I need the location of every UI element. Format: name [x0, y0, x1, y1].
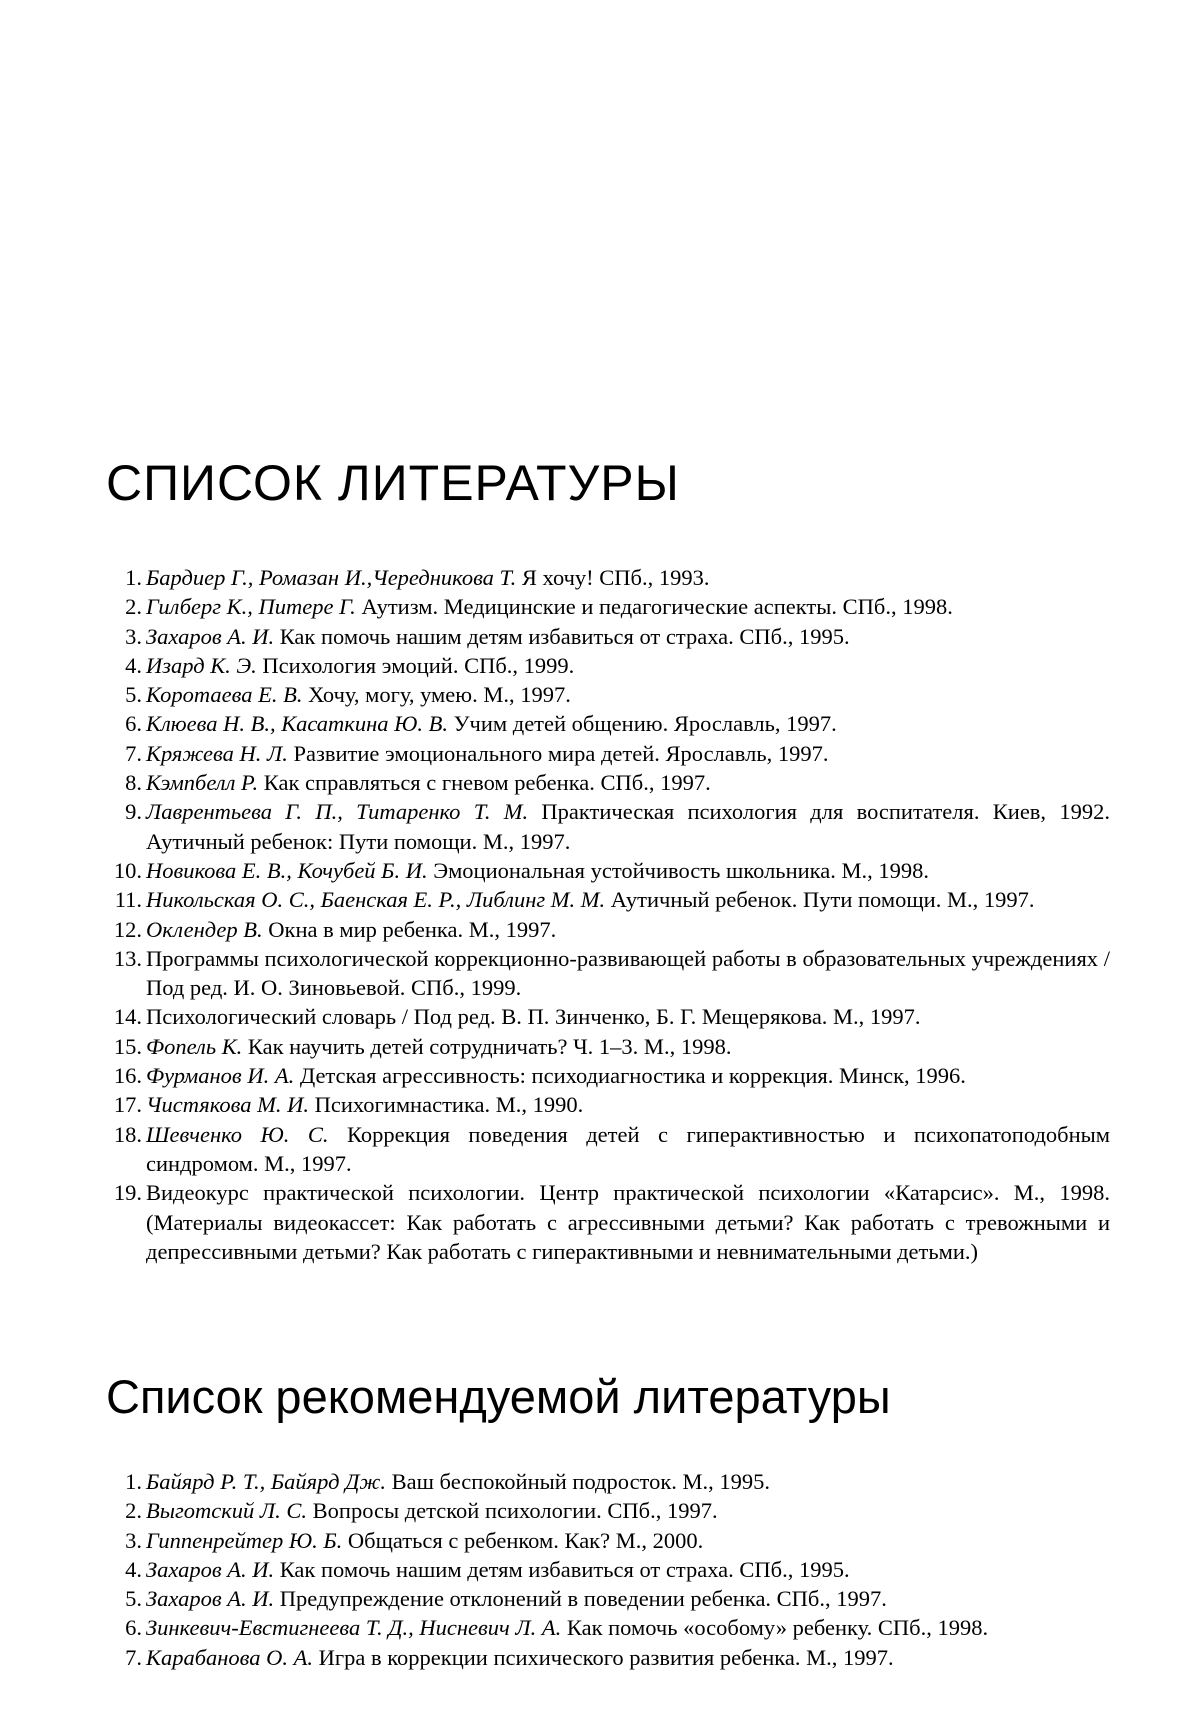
reference-number: 6. — [125, 711, 142, 737]
reference-item — [100, 1120, 1110, 1179]
reference-item — [100, 1178, 1110, 1266]
reference-text: Хочу, могу, умею. М., 1997. — [302, 682, 571, 708]
reference-item — [100, 885, 1110, 914]
reference-text: Детская агрессивность: психодиагностика и коррекция. Минск, 1996. — [294, 1063, 966, 1089]
reference-item — [100, 709, 1110, 738]
reference-number: 16. — [113, 1063, 142, 1089]
reference-item — [100, 1002, 1110, 1031]
reference-number: 2. — [125, 594, 142, 620]
reference-item — [100, 1613, 1110, 1642]
reference-text: Как помочь нашим детям избавиться от страха. СПб., 1995. — [274, 1556, 850, 1582]
reference-number: 3. — [125, 623, 142, 649]
reference-author: Чистякова М. И. — [146, 1092, 309, 1118]
reference-text: Развитие эмоционального мира детей. Ярославль, 1997. — [287, 740, 829, 766]
reference-text: Психология эмоций. СПб., 1999. — [256, 652, 575, 678]
reference-text: Коррекция поведения детей с гиперактивностью и психопатоподобным синдромом. М., 1997. — [146, 1121, 1110, 1176]
reference-number: 5. — [125, 1586, 142, 1612]
reference-author: Захаров А. И. — [146, 1556, 275, 1582]
reference-text: Я хочу! СПб., 1993. — [516, 565, 710, 590]
reference-text: Практическая психология для воспитателя. Киев, 1992. Аутичный ребенок: Пути помощи. М., 1997. — [146, 799, 1110, 854]
reference-item — [100, 739, 1110, 768]
reference-author: Изард К. Э. — [146, 652, 257, 678]
reference-number: 19. — [113, 1180, 142, 1206]
bibliography-heading: СПИСОК ЛИТЕРАТУРЫ — [106, 455, 680, 511]
reference-item — [100, 1496, 1110, 1525]
reference-number: 6. — [125, 1615, 142, 1641]
reference-item — [100, 592, 1110, 621]
reference-number: 11. — [114, 887, 142, 913]
reference-author: Шевченко Ю. С. — [146, 1121, 329, 1147]
reference-item — [100, 1467, 1110, 1496]
reference-text: Как научить детей сотрудничать? Ч. 1–3. М., 1998. — [242, 1033, 732, 1059]
reference-text: Аутизм. Медицинские и педагогические аспекты. СПб., 1998. — [355, 594, 953, 620]
reference-item — [100, 768, 1110, 797]
reference-number: 4. — [125, 1556, 142, 1582]
reference-author: Захаров А. И. — [146, 623, 275, 649]
reference-number: 7. — [125, 740, 142, 766]
reference-text: Учим детей общению. Ярославль, 1997. — [447, 711, 837, 737]
bibliography-list — [100, 563, 1110, 1266]
reference-number: 4. — [125, 652, 142, 678]
reference-number: 5. — [125, 682, 142, 708]
reference-number: 13. — [113, 945, 142, 971]
recommended-reading-list — [100, 1467, 1110, 1672]
reference-text: Как помочь нашим детям избавиться от страха. СПб., 1995. — [274, 623, 850, 649]
reference-text: Окна в мир ребенка. М., 1997. — [262, 916, 557, 942]
reference-number: 1. — [125, 565, 142, 590]
reference-item — [100, 944, 1110, 1003]
reference-author: Никольская О. С., Баенская Е. Р., Либлинг М. М. — [146, 887, 606, 913]
reference-item — [100, 1032, 1110, 1061]
reference-text: Аутичный ребенок. Пути помощи. М., 1997. — [605, 887, 1035, 913]
reference-text: Программы психологической коррекционно-развивающей работы в образовательных учреждениях / Под ред. И. О. Зиновьевой. СПб., 1999. — [146, 945, 1110, 1001]
reference-text: Видеокурс практической психологии. Центр практической психологии «Катарсис». М., 1998. (Материалы видеокассет: Как работать с агрессивными детьми? Как работать с тревожными и депрессивными детьми? Как работать с гиперактивными и невнимательными детьми.) — [146, 1180, 1110, 1264]
reference-text: Как помочь «особому» ребенку. СПб., 1998. — [561, 1615, 989, 1641]
reference-number: 15. — [113, 1033, 142, 1059]
reference-number: 9. — [125, 799, 142, 825]
reference-text: Как справляться с гневом ребенка. СПб., 1997. — [258, 770, 711, 796]
reference-author: Клюева Н. В., Касаткина Ю. В. — [146, 711, 448, 737]
reference-author: Выготский Л. С. — [146, 1498, 308, 1524]
reference-item — [100, 797, 1110, 856]
reference-number: 14. — [113, 1004, 142, 1030]
reference-item — [100, 622, 1110, 651]
reference-author: Байярд Р. Т., Байярд Дж. — [146, 1469, 386, 1494]
reference-author: Гилберг К., Питере Г. — [146, 594, 356, 620]
reference-item — [100, 1061, 1110, 1090]
reference-author: Бардиер Г., Ромазан И.,Чередникова Т. — [146, 565, 517, 590]
reference-number: 2. — [125, 1498, 142, 1524]
reference-number: 17. — [113, 1092, 142, 1118]
reference-author: Кряжева Н. Л. — [146, 740, 288, 766]
reference-item — [100, 651, 1110, 680]
reference-number: 3. — [125, 1527, 142, 1553]
reference-author: Лаврентьева Г. П., Титаренко Т. М. — [146, 799, 529, 825]
reference-item — [100, 1643, 1110, 1672]
reference-author: Гиппенрейтер Ю. Б. — [146, 1527, 343, 1553]
recommended-reading-heading: Список рекомендуемой литературы — [106, 1370, 891, 1423]
reference-text: Ваш беспокойный подросток. М., 1995. — [385, 1469, 771, 1494]
reference-item — [100, 680, 1110, 709]
reference-author: Захаров А. И. — [146, 1586, 275, 1612]
reference-number: 10. — [113, 857, 142, 883]
reference-number: 8. — [125, 770, 142, 796]
reference-author: Кэмпбелл Р. — [146, 770, 259, 796]
reference-number: 18. — [113, 1121, 142, 1147]
reference-author: Зинкевич-Евстигнеева Т. Д., Нисневич Л. А. — [146, 1615, 562, 1641]
reference-text: Психогимнастика. М., 1990. — [309, 1092, 584, 1118]
reference-author: Новикова Е. В., Кочубей Б. И. — [146, 857, 428, 883]
reference-author: Фурманов И. А. — [146, 1063, 295, 1089]
reference-item — [100, 915, 1110, 944]
reference-item — [100, 1526, 1110, 1555]
reference-author: Фопель К. — [146, 1033, 243, 1059]
reference-item — [100, 1090, 1110, 1119]
reference-text: Психологический словарь / Под ред. В. П. Зинченко, Б. Г. Мещерякова. М., 1997. — [146, 1004, 921, 1030]
reference-item — [100, 856, 1110, 885]
reference-author: Коротаева Е. В. — [146, 682, 303, 708]
reference-author: Карабанова О. А. — [146, 1644, 314, 1670]
reference-number: 7. — [125, 1644, 142, 1670]
reference-text: Эмоциональная устойчивость школьника. М., 1998. — [427, 857, 929, 883]
reference-item — [100, 563, 1110, 592]
reference-text: Игра в коррекции психического развития ребенка. М., 1997. — [313, 1644, 894, 1670]
reference-item — [100, 1555, 1110, 1584]
reference-number: 12. — [113, 916, 142, 942]
reference-text: Предупреждение отклонений в поведении ребенка. СПб., 1997. — [274, 1586, 887, 1612]
reference-text: Вопросы детской психологии. СПб., 1997. — [307, 1498, 718, 1524]
reference-author: Оклендер В. — [146, 916, 263, 942]
reference-number: 1. — [125, 1469, 142, 1494]
reference-item — [100, 1584, 1110, 1613]
reference-text: Общаться с ребенком. Как? М., 2000. — [342, 1527, 704, 1553]
